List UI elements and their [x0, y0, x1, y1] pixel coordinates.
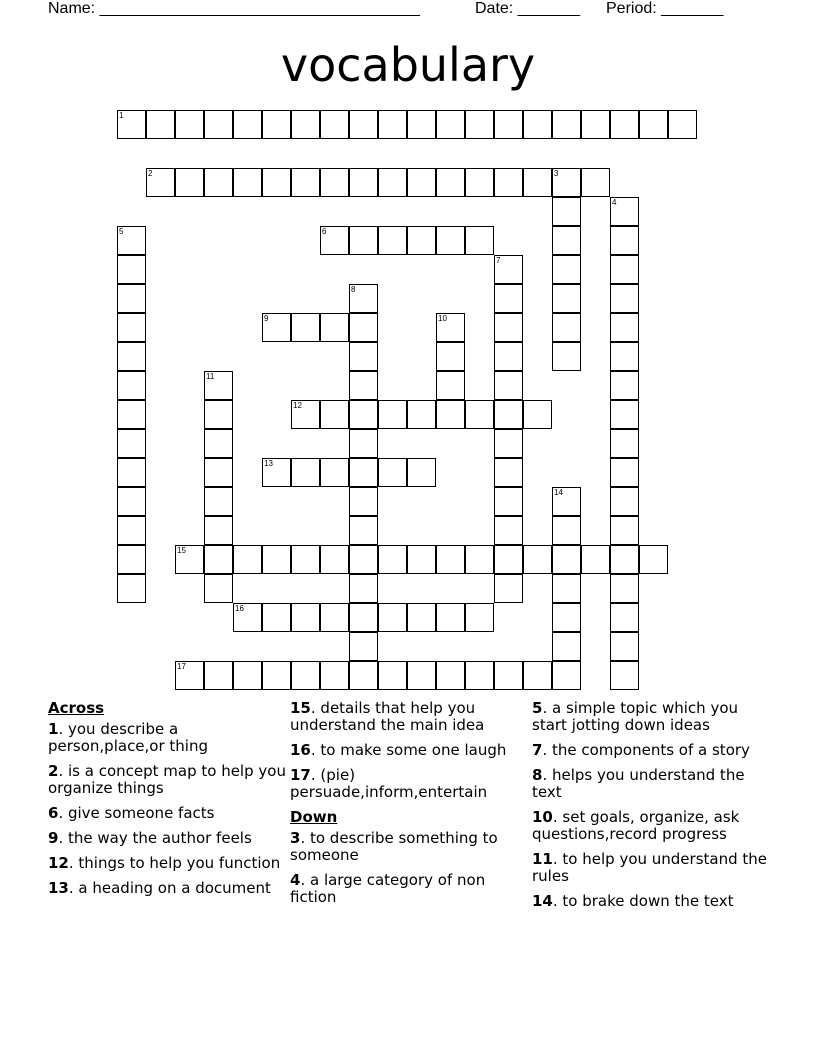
grid-cell[interactable]: [291, 110, 320, 139]
grid-cell[interactable]: [494, 574, 523, 603]
grid-cell[interactable]: [494, 487, 523, 516]
grid-cell[interactable]: [552, 545, 581, 574]
grid-cell[interactable]: [552, 342, 581, 371]
grid-cell[interactable]: [610, 516, 639, 545]
grid-cell[interactable]: [552, 284, 581, 313]
name-field[interactable]: Name: ____________________________________: [48, 0, 420, 17]
grid-cell[interactable]: [436, 342, 465, 371]
grid-cell[interactable]: [320, 168, 349, 197]
grid-cell[interactable]: [117, 429, 146, 458]
grid-cell[interactable]: [523, 110, 552, 139]
clue-number: 3: [554, 169, 559, 178]
grid-cell[interactable]: [349, 284, 378, 313]
grid-cell[interactable]: [320, 661, 349, 690]
clue-number: 11: [206, 372, 215, 381]
period-field[interactable]: Period: _______: [606, 0, 724, 17]
clue-text: the way the author feels: [67, 829, 252, 847]
clue-number-label: 17: [290, 766, 311, 784]
grid-cell[interactable]: [349, 168, 378, 197]
clue-number-label: 1: [48, 720, 59, 738]
clue-number: 2: [148, 169, 153, 178]
grid-cell[interactable]: [320, 603, 349, 632]
grid-cell[interactable]: [610, 487, 639, 516]
clue-across-9: 9. the way the author feels: [48, 829, 252, 847]
clue-text: set goals, organize, ask questions,record progress: [532, 808, 740, 843]
clue-number: 17: [177, 662, 186, 671]
grid-cell[interactable]: [349, 487, 378, 516]
clue-number-label: 9: [48, 829, 59, 847]
grid-cell[interactable]: [523, 400, 552, 429]
grid-cell[interactable]: [262, 661, 291, 690]
clue-number-label: 5: [532, 699, 543, 717]
grid-cell[interactable]: [610, 429, 639, 458]
grid-cell[interactable]: [204, 400, 233, 429]
clue-text: you describe a person,place,or thing: [48, 720, 209, 755]
grid-cell[interactable]: [117, 371, 146, 400]
clue-number: 15: [177, 546, 186, 555]
grid-cell[interactable]: [494, 458, 523, 487]
clue-text: give someone facts: [67, 804, 215, 822]
grid-cell[interactable]: [494, 400, 523, 429]
clue-number: 7: [496, 256, 501, 265]
grid-cell[interactable]: [117, 458, 146, 487]
grid-cell[interactable]: [204, 574, 233, 603]
grid-cell[interactable]: [117, 284, 146, 313]
clue-number-label: 4: [290, 871, 301, 889]
grid-cell[interactable]: [436, 371, 465, 400]
clue-text: (pie) persuade,inform,entertain: [290, 766, 488, 801]
clue-number-label: 10: [532, 808, 553, 826]
grid-cell[interactable]: [378, 545, 407, 574]
grid-cell[interactable]: [494, 313, 523, 342]
grid-cell[interactable]: [175, 168, 204, 197]
grid-cell[interactable]: [349, 400, 378, 429]
grid-cell[interactable]: [436, 226, 465, 255]
grid-cell[interactable]: [407, 458, 436, 487]
clue-number-label: 3: [290, 829, 301, 847]
grid-cell[interactable]: [436, 661, 465, 690]
grid-cell[interactable]: [465, 661, 494, 690]
clue-number-label: 6: [48, 804, 59, 822]
clue-number-label: 15: [290, 699, 311, 717]
grid-cell[interactable]: [117, 226, 146, 255]
date-field[interactable]: Date: _______: [475, 0, 580, 17]
grid-cell[interactable]: [610, 545, 639, 574]
grid-cell[interactable]: [233, 545, 262, 574]
grid-cell[interactable]: [233, 603, 262, 632]
clue-number: 16: [235, 604, 244, 613]
grid-cell[interactable]: [523, 168, 552, 197]
clue-down-10: 10. set goals, organize, ask questions,record progress: [532, 808, 740, 843]
grid-cell[interactable]: [465, 168, 494, 197]
grid-cell[interactable]: [581, 545, 610, 574]
clue-down-4: 4. a large category of non fiction: [290, 871, 486, 906]
grid-cell[interactable]: [291, 661, 320, 690]
clue-text: to describe something to someone: [290, 829, 498, 864]
grid-cell[interactable]: [349, 545, 378, 574]
grid-cell[interactable]: [204, 110, 233, 139]
clue-number-label: 14: [532, 892, 553, 910]
grid-cell[interactable]: [117, 574, 146, 603]
clue-number-label: 11: [532, 850, 553, 868]
grid-cell[interactable]: [407, 226, 436, 255]
grid-cell[interactable]: [204, 458, 233, 487]
clues-column-2: [290, 700, 530, 914]
clue-text: a simple topic which you start jotting down ideas: [532, 699, 739, 734]
grid-cell[interactable]: [494, 284, 523, 313]
grid-cell[interactable]: [378, 661, 407, 690]
grid-cell[interactable]: [204, 516, 233, 545]
clue-across-1: 1. you describe a person,place,or thing: [48, 720, 209, 755]
clue-number: 8: [351, 285, 356, 294]
grid-cell[interactable]: [175, 110, 204, 139]
grid-cell[interactable]: [610, 632, 639, 661]
clue-number: 14: [554, 488, 563, 497]
clue-text: to help you understand the rules: [532, 850, 768, 885]
grid-cell[interactable]: [610, 197, 639, 226]
clue-number-label: 2: [48, 762, 59, 780]
grid-cell[interactable]: [436, 545, 465, 574]
grid-cell[interactable]: [378, 168, 407, 197]
grid-cell[interactable]: [552, 255, 581, 284]
grid-cell[interactable]: [117, 255, 146, 284]
grid-cell[interactable]: [204, 429, 233, 458]
grid-cell[interactable]: [291, 313, 320, 342]
clue-text: a heading on a document: [78, 879, 271, 897]
clue-text: details that help you understand the main idea: [290, 699, 485, 734]
grid-cell[interactable]: [349, 226, 378, 255]
grid-cell[interactable]: [349, 342, 378, 371]
grid-cell[interactable]: [494, 255, 523, 284]
clue-number: 6: [322, 227, 327, 236]
grid-cell[interactable]: [465, 603, 494, 632]
grid-cell[interactable]: [233, 661, 262, 690]
grid-cell[interactable]: [407, 545, 436, 574]
clue-text: the components of a story: [551, 741, 750, 759]
clue-across-13: 13. a heading on a document: [48, 879, 271, 897]
clue-down-5: 5. a simple topic which you start jotting down ideas: [532, 699, 739, 734]
grid-cell[interactable]: [204, 168, 233, 197]
grid-cell[interactable]: [436, 313, 465, 342]
grid-cell[interactable]: [639, 545, 668, 574]
grid-cell[interactable]: [407, 168, 436, 197]
grid-cell[interactable]: [175, 545, 204, 574]
clue-number: 12: [293, 401, 302, 410]
clue-number-label: 16: [290, 741, 311, 759]
grid-cell[interactable]: [378, 458, 407, 487]
clue-number: 5: [119, 227, 124, 236]
clue-number: 9: [264, 314, 269, 323]
grid-cell[interactable]: [610, 255, 639, 284]
clue-text: a large category of non fiction: [290, 871, 486, 906]
grid-cell[interactable]: [610, 400, 639, 429]
grid-cell[interactable]: [175, 661, 204, 690]
clue-across-6: 6. give someone facts: [48, 804, 215, 822]
clues-column-1: [48, 700, 288, 905]
grid-cell[interactable]: [378, 226, 407, 255]
grid-cell[interactable]: [610, 661, 639, 690]
grid-cell[interactable]: [320, 110, 349, 139]
clue-number: 1: [119, 111, 124, 120]
grid-cell[interactable]: [668, 110, 697, 139]
grid-cell[interactable]: [407, 603, 436, 632]
page-title: vocabulary: [280, 38, 536, 92]
grid-cell[interactable]: [494, 516, 523, 545]
grid-cell[interactable]: [494, 429, 523, 458]
clue-across-2: 2. is a concept map to help you organize things: [48, 762, 286, 797]
grid-cell[interactable]: [581, 110, 610, 139]
grid-cell[interactable]: [349, 313, 378, 342]
grid-cell[interactable]: [320, 313, 349, 342]
clue-across-16: 16. to make some one laugh: [290, 741, 507, 759]
grid-cell[interactable]: [436, 168, 465, 197]
grid-cell[interactable]: [117, 400, 146, 429]
grid-cell[interactable]: [378, 400, 407, 429]
grid-cell[interactable]: [378, 603, 407, 632]
grid-cell[interactable]: [117, 342, 146, 371]
clue-down-11: 11. to help you understand the rules: [532, 850, 768, 885]
grid-cell[interactable]: [465, 400, 494, 429]
grid-cell[interactable]: [262, 313, 291, 342]
clue-across-12: 12. things to help you function: [48, 854, 281, 872]
grid-cell[interactable]: [610, 371, 639, 400]
grid-cell[interactable]: [204, 661, 233, 690]
grid-cell[interactable]: [494, 661, 523, 690]
grid-cell[interactable]: [610, 284, 639, 313]
grid-cell[interactable]: [204, 371, 233, 400]
clue-down-7: 7. the components of a story: [532, 741, 750, 759]
grid-cell[interactable]: [436, 110, 465, 139]
grid-cell[interactable]: [465, 110, 494, 139]
clues-column-3: [532, 700, 772, 918]
grid-cell[interactable]: [320, 545, 349, 574]
clue-down-14: 14. to brake down the text: [532, 892, 734, 910]
grid-cell[interactable]: [262, 110, 291, 139]
clue-number: 13: [264, 459, 273, 468]
grid-cell[interactable]: [262, 545, 291, 574]
grid-cell[interactable]: [552, 313, 581, 342]
grid-cell[interactable]: [117, 487, 146, 516]
grid-cell[interactable]: [639, 110, 668, 139]
grid-cell[interactable]: [117, 313, 146, 342]
grid-cell[interactable]: [465, 545, 494, 574]
clue-down-3: 3. to describe something to someone: [290, 829, 498, 864]
grid-cell[interactable]: [610, 342, 639, 371]
grid-cell[interactable]: [320, 226, 349, 255]
clue-number-label: 13: [48, 879, 69, 897]
grid-cell[interactable]: [349, 574, 378, 603]
grid-cell[interactable]: [407, 400, 436, 429]
grid-cell[interactable]: [436, 400, 465, 429]
grid-cell[interactable]: [291, 400, 320, 429]
grid-cell[interactable]: [610, 458, 639, 487]
clue-text: helps you understand the text: [532, 766, 745, 801]
grid-cell[interactable]: [436, 603, 465, 632]
grid-cell[interactable]: [291, 545, 320, 574]
clue-number-label: 12: [48, 854, 69, 872]
grid-cell[interactable]: [552, 661, 581, 690]
grid-cell[interactable]: [117, 110, 146, 139]
clue-text: to make some one laugh: [320, 741, 507, 759]
grid-cell[interactable]: [262, 458, 291, 487]
grid-cell[interactable]: [117, 545, 146, 574]
grid-cell[interactable]: [523, 661, 552, 690]
grid-cell[interactable]: [146, 110, 175, 139]
grid-cell[interactable]: [378, 110, 407, 139]
grid-cell[interactable]: [552, 226, 581, 255]
grid-cell[interactable]: [494, 168, 523, 197]
grid-cell[interactable]: [204, 545, 233, 574]
grid-cell[interactable]: [349, 371, 378, 400]
across-heading: Across: [48, 699, 105, 717]
clue-text: to brake down the text: [562, 892, 734, 910]
grid-cell[interactable]: [610, 603, 639, 632]
grid-cell[interactable]: [494, 342, 523, 371]
grid-cell[interactable]: [581, 168, 610, 197]
grid-cell[interactable]: [320, 458, 349, 487]
grid-cell[interactable]: [320, 400, 349, 429]
grid-cell[interactable]: [349, 429, 378, 458]
grid-cell[interactable]: [204, 487, 233, 516]
clue-number-label: 8: [532, 766, 543, 784]
clue-number: 10: [438, 314, 447, 323]
grid-cell[interactable]: [349, 603, 378, 632]
grid-cell[interactable]: [610, 313, 639, 342]
grid-cell[interactable]: [552, 110, 581, 139]
grid-cell[interactable]: [117, 516, 146, 545]
grid-cell[interactable]: [262, 168, 291, 197]
grid-cell[interactable]: [552, 516, 581, 545]
down-heading: Down: [290, 808, 338, 826]
grid-cell[interactable]: [610, 110, 639, 139]
grid-cell[interactable]: [407, 110, 436, 139]
grid-cell[interactable]: [349, 661, 378, 690]
grid-cell[interactable]: [494, 371, 523, 400]
clue-text: is a concept map to help you organize things: [48, 762, 286, 797]
grid-cell[interactable]: [610, 226, 639, 255]
grid-cell[interactable]: [233, 168, 262, 197]
grid-cell[interactable]: [494, 545, 523, 574]
grid-cell[interactable]: [610, 574, 639, 603]
grid-cell[interactable]: [523, 545, 552, 574]
grid-cell[interactable]: [349, 632, 378, 661]
grid-cell[interactable]: [552, 168, 581, 197]
grid-cell[interactable]: [349, 516, 378, 545]
grid-cell[interactable]: [233, 110, 262, 139]
grid-cell[interactable]: [349, 458, 378, 487]
grid-cell[interactable]: [552, 632, 581, 661]
grid-cell[interactable]: [552, 487, 581, 516]
grid-cell[interactable]: [349, 110, 378, 139]
clue-down-8: 8. helps you understand the text: [532, 766, 745, 801]
clue-across-15: 15. details that help you understand the main idea: [290, 699, 485, 734]
grid-cell[interactable]: [407, 661, 436, 690]
clue-across-17: 17. (pie) persuade,inform,entertain: [290, 766, 488, 801]
grid-cell[interactable]: [552, 603, 581, 632]
grid-cell[interactable]: [291, 168, 320, 197]
clue-number: 4: [612, 198, 617, 207]
grid-cell[interactable]: [552, 197, 581, 226]
clue-number-label: 7: [532, 741, 543, 759]
grid-cell[interactable]: [465, 226, 494, 255]
clue-text: things to help you function: [78, 854, 281, 872]
grid-cell[interactable]: [291, 458, 320, 487]
grid-cell[interactable]: [291, 603, 320, 632]
grid-cell[interactable]: [494, 110, 523, 139]
grid-cell[interactable]: [146, 168, 175, 197]
grid-cell[interactable]: [262, 603, 291, 632]
grid-cell[interactable]: [552, 574, 581, 603]
